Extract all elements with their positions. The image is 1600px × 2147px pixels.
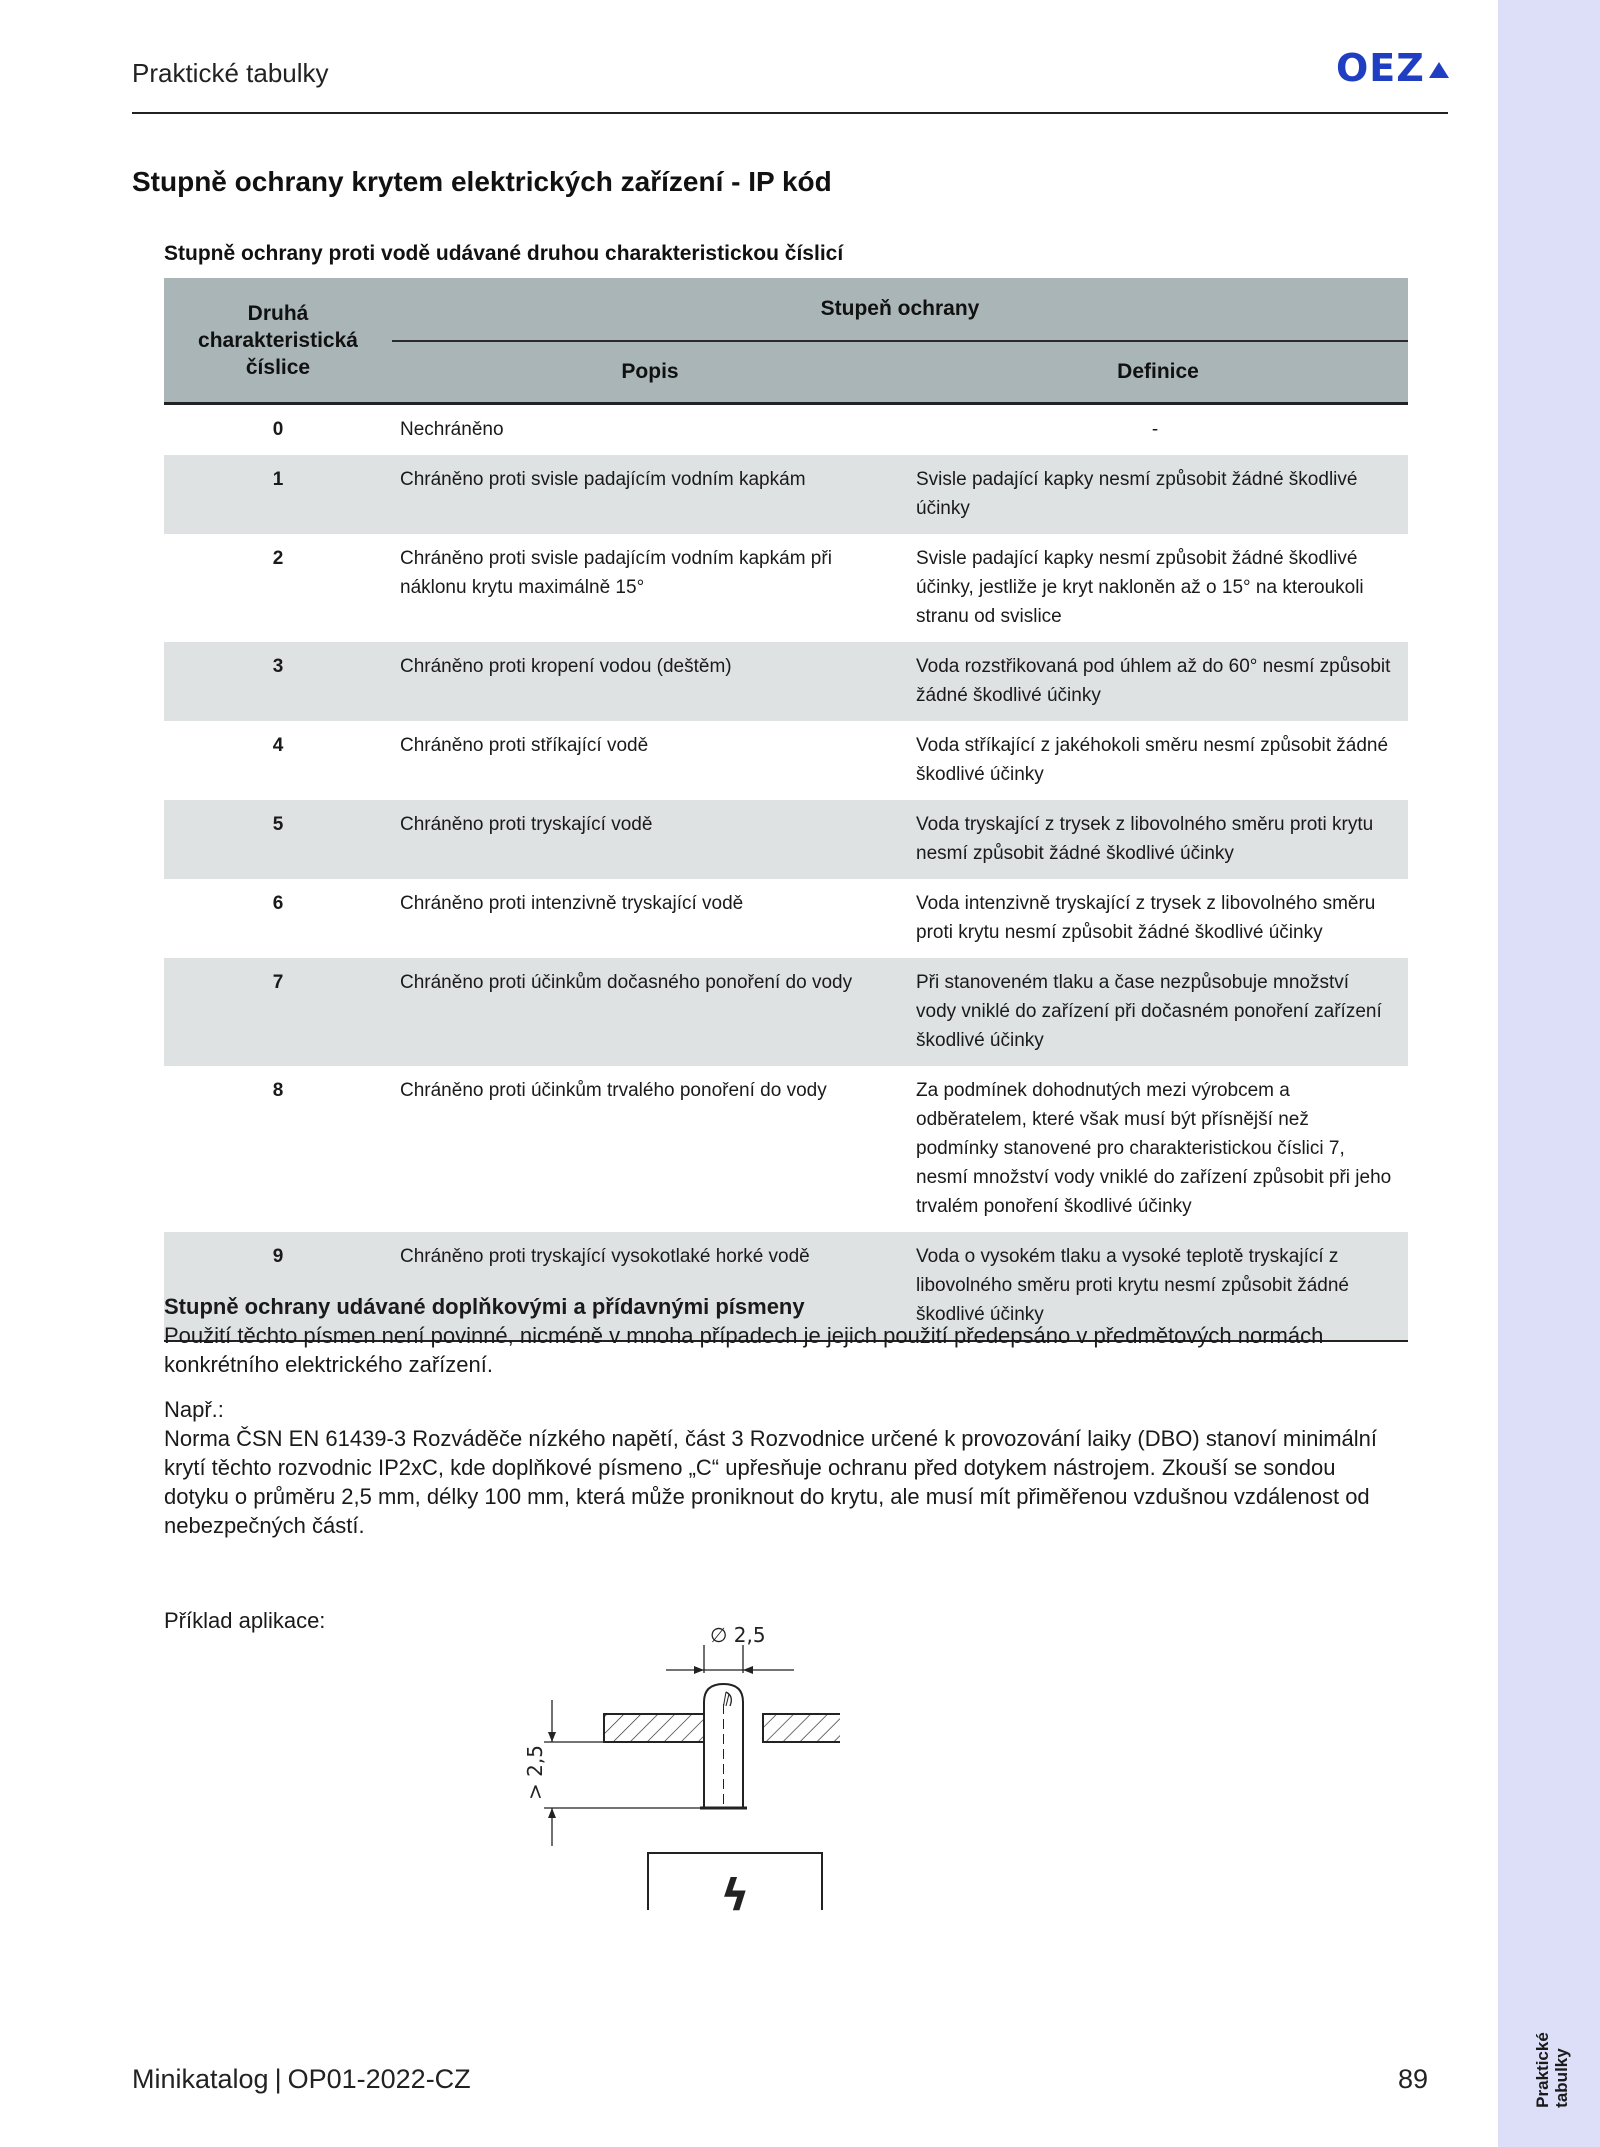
row-popis: Chráněno proti kropení vodou (deštěm) (392, 642, 908, 721)
footer (132, 2064, 471, 2095)
diameter-dimension (666, 1623, 794, 1674)
col-header-popis: Popis (392, 341, 908, 404)
row-definice: Svisle padající kapky nesmí způsobit žádné škodlivé účinky, jestliže je kryt nakloněn až o 15° na kteroukoli stranu od svislice (916, 548, 1364, 627)
row-digit: 3 (164, 642, 392, 721)
table-row (164, 800, 1408, 879)
table-row (164, 534, 1408, 642)
table-row (164, 455, 1408, 534)
row-digit: 5 (164, 800, 392, 879)
table-row (164, 721, 1408, 800)
diameter-label: ∅ 2,5 (710, 1623, 766, 1647)
row-digit: 1 (164, 455, 392, 534)
live-part (648, 1853, 822, 1921)
table-row (164, 642, 1408, 721)
row-popis: Chráněno proti intenzivně tryskající vodě (400, 893, 744, 914)
probe-diagram (480, 1620, 840, 1945)
row-popis: Chráněno proti svisle padajícím vodním kapkám (392, 455, 908, 534)
footer-catalog: Minikatalog (132, 2064, 269, 2094)
row-definice: Voda rozstřikovaná pod úhlem až do 60° nesmí způsobit žádné škodlivé účinky (908, 642, 1408, 721)
row-popis: Chráněno proti stříkající vodě (400, 735, 649, 756)
row-digit: 8 (272, 1080, 284, 1101)
row-digit: 4 (272, 735, 284, 756)
header-title: Praktické tabulky (132, 58, 329, 88)
side-tab-line1: Praktické (1533, 2032, 1552, 2108)
row-digit: 7 (164, 958, 392, 1066)
side-tab-label (1512, 2000, 1592, 2140)
row-definice: Svisle padající kapky nesmí způsobit žádné škodlivé účinky (908, 455, 1408, 534)
section-intro: Použití těchto písmen není povinné, nicméně v mnoha případech je jejich použití předepsáno v předmětových normách konkrétního elektrického zařízení. (164, 1323, 1324, 1377)
row-digit: 2 (272, 548, 284, 569)
table-row (164, 958, 1408, 1066)
row-digit: 9 (164, 1232, 392, 1341)
table-row (164, 879, 1408, 958)
example-prefix: Např.: (164, 1397, 224, 1422)
side-tab-line2: tabulky (1552, 2048, 1571, 2108)
example-label: Příklad aplikace: (164, 1608, 326, 1633)
page-title: Stupně ochrany krytem elektrických zařízení - IP kód (132, 166, 832, 197)
example-paragraph: Norma ČSN EN 61439-3 Rozváděče nízkého napětí, část 3 Rozvodnice určené k provozování laiky (DBO) stanoví minimální krytí těchto rozvodnic IP2xC, kde doplňkové písmeno „C“ upřesňuje ochranu před dotykem nástrojem. Zkouší se sondou dotyku o průměru 2,5 mm, délky 100 mm, která může proniknout do krytu, ale musí mít přiměřenou vzdušnou vzdálenost od nebezpečných částí. (164, 1426, 1378, 1538)
col-header-digit: Druhá charakteristická číslice (164, 278, 392, 404)
hazard-bolt-icon: ϟ (720, 1870, 750, 1921)
section-heading: Stupně ochrany udávané doplňkovými a přídavnými písmeny (164, 1294, 805, 1319)
row-definice: Za podmínek dohodnutých mezi výrobcem a odběratelem, které však musí být přísnější než podmínky stanovené pro charakteristickou číslici 7, nesmí množství vody vniklé do zařízení způsobit při jeho trvalém ponoření škodlivé účinky (916, 1080, 1392, 1217)
row-definice: Voda o vysokém tlaku a vysoké teplotě tryskající z libovolného směru proti krytu nesmí způsobit žádné škodlivé účinky (908, 1232, 1408, 1341)
row-definice: Při stanoveném tlaku a čase nezpůsobuje množství vody vniklé do zařízení při dočasném ponoření zařízení škodlivé účinky (908, 958, 1408, 1066)
footer-separator: | (274, 2064, 282, 2094)
row-popis: Chráněno proti účinkům trvalého ponoření do vody (400, 1080, 827, 1101)
footer-code: OP01-2022-CZ (287, 2064, 471, 2094)
row-definice: - (1151, 419, 1159, 440)
table-row (164, 1066, 1408, 1232)
row-popis: Chráněno proti tryskající vysokotlaké horké vodě (392, 1232, 908, 1341)
row-popis: Chráněno proti svisle padajícím vodním kapkám při náklonu krytu maximálně 15° (400, 548, 832, 598)
row-definice: Voda stříkající z jakéhokoli směru nesmí způsobit žádné škodlivé účinky (916, 735, 1389, 785)
row-digit: 6 (272, 893, 284, 914)
col-header-definice: Definice (908, 341, 1408, 404)
table-caption: Stupně ochrany proti vodě udávané druhou charakteristickou číslicí (164, 242, 844, 265)
page-number: 89 (1398, 2064, 1429, 2094)
row-popis: Chráněno proti účinkům dočasného ponoření do vody (392, 958, 908, 1066)
logo-triangle-icon (1429, 62, 1449, 78)
ip-water-table (164, 278, 1408, 1342)
header-divider (132, 112, 1448, 114)
row-popis: Chráněno proti tryskající vodě (392, 800, 908, 879)
logo-text: OEZ (1336, 46, 1425, 90)
oez-logo (1336, 48, 1449, 88)
row-definice: Voda intenzivně tryskající z trysek z libovolného směru proti krytu nesmí způsobit žádné škodlivé účinky (916, 893, 1376, 943)
table-row (164, 404, 1408, 456)
probe-icon (700, 1684, 747, 1808)
col-header-group: Stupeň ochrany (392, 278, 1408, 341)
side-strip (1498, 0, 1600, 2147)
letters-section (164, 1292, 1384, 1540)
row-popis: Nechráněno (400, 419, 504, 440)
depth-label: > 2,5 (523, 1745, 547, 1800)
row-digit: 0 (272, 419, 284, 440)
row-definice: Voda tryskající z trysek z libovolného směru proti krytu nesmí způsobit žádné škodlivé účinky (908, 800, 1408, 879)
